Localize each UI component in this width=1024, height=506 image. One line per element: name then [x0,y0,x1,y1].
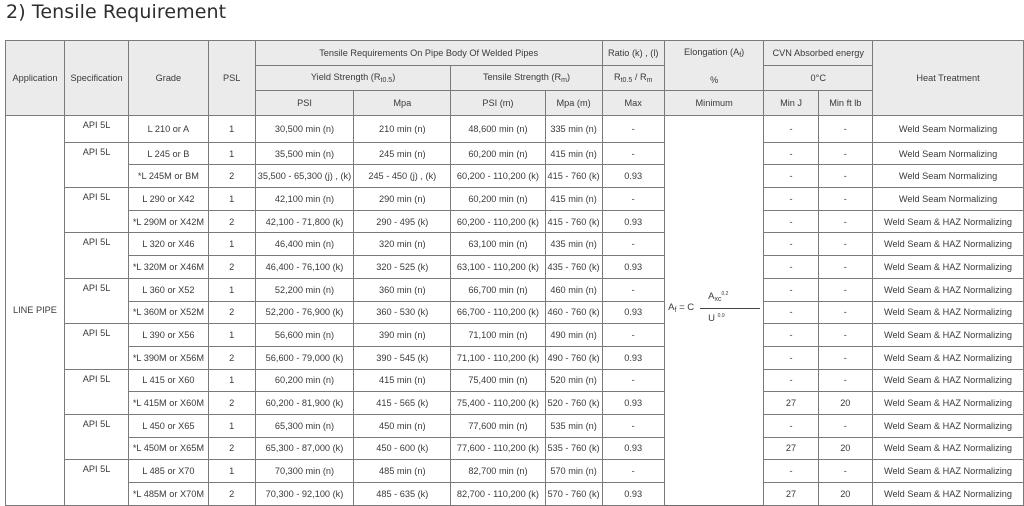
heat-treatment-cell: Weld Seam & HAZ Normalizing [873,324,1024,347]
ratio-cell: 0.93 [602,165,664,188]
tensile-psi-cell: 60,200 min (n) [451,188,545,211]
header-min-ftlb: Min ft lb [818,91,872,116]
table-row [6,324,1024,347]
yield-psi-cell: 52,200 min (n) [255,278,353,301]
heat-treatment-cell: Weld Seam & HAZ Normalizing [873,346,1024,369]
yield-mpa-cell: 485 min (n) [354,460,451,483]
cvn-min-ftlb-cell: - [818,256,872,279]
tensile-psi-cell: 63,100 min (n) [451,233,545,256]
tensile-mpa-cell: 435 - 760 (k) [545,256,602,279]
tensile-mpa-cell: 490 - 760 (k) [545,346,602,369]
ratio-cell: - [602,414,664,437]
yield-psi-cell: 42,100 min (n) [255,188,353,211]
grade-cell: *L 390M or X56M [129,346,209,369]
tensile-psi-cell: 82,700 - 110,200 (k) [451,483,545,506]
yield-mpa-cell: 450 - 600 (k) [354,437,451,460]
table-row [6,278,1024,301]
cvn-min-ftlb-cell: - [818,142,872,165]
grade-cell: *L 360M or X52M [129,301,209,324]
cvn-min-ftlb-cell: - [818,460,872,483]
yield-mpa-cell: 360 min (n) [354,278,451,301]
tensile-mpa-cell: 415 - 760 (k) [545,165,602,188]
table-row [6,301,1024,324]
cvn-min-j-cell: - [764,142,818,165]
ratio-cell: 0.93 [602,256,664,279]
heat-treatment-cell: Weld Seam & HAZ Normalizing [873,483,1024,506]
cvn-min-ftlb-cell: - [818,301,872,324]
heat-treatment-cell: Weld Seam & HAZ Normalizing [873,256,1024,279]
grade-cell: L 210 or A [129,116,209,143]
header-elongation-min: Minimum [664,91,764,116]
yield-mpa-cell: 415 - 565 (k) [354,392,451,415]
ratio-cell: - [602,369,664,392]
grade-cell: L 320 or X46 [129,233,209,256]
ratio-cell: - [602,278,664,301]
elongation-formula: $A_f = C$ $A_{xc}^{0.2}$ U $^{0.9}$ [668,289,760,329]
yield-mpa-cell: 210 min (n) [354,116,451,143]
tensile-psi-cell: 71,100 - 110,200 (k) [451,346,545,369]
tensile-mpa-cell: 460 - 760 (k) [545,301,602,324]
heat-treatment-cell: Weld Seam Normalizing [873,188,1024,211]
yield-mpa-cell: 390 - 545 (k) [354,346,451,369]
table-row [6,483,1024,506]
grade-cell: *L 320M or X46M [129,256,209,279]
yield-psi-cell: 52,200 - 76,900 (k) [255,301,353,324]
psl-cell: 1 [208,116,255,143]
cvn-min-ftlb-cell: - [818,346,872,369]
yield-psi-cell: 56,600 min (n) [255,324,353,347]
ratio-cell: - [602,460,664,483]
cvn-min-ftlb-cell: - [818,210,872,233]
ratio-cell: - [602,142,664,165]
yield-psi-cell: 65,300 - 87,000 (k) [255,437,353,460]
cvn-min-ftlb-cell: - [818,324,872,347]
header-elongation: Elongation $(A_f)$ % [664,41,764,91]
tensile-psi-cell: 75,400 - 110,200 (k) [451,392,545,415]
table-row [6,165,1024,188]
cvn-min-j-cell: 27 [764,483,818,506]
heat-treatment-cell: Weld Seam Normalizing [873,142,1024,165]
cvn-min-j-cell: - [764,233,818,256]
yield-mpa-cell: 450 min (n) [354,414,451,437]
psl-cell: 1 [208,233,255,256]
table-row [6,414,1024,437]
yield-mpa-cell: 245 min (n) [354,142,451,165]
cvn-min-ftlb-cell: 20 [818,483,872,506]
yield-psi-cell: 65,300 min (n) [255,414,353,437]
tensile-mpa-cell: 415 min (n) [545,188,602,211]
cvn-min-ftlb-cell: - [818,278,872,301]
table-row [6,437,1024,460]
specification-cell: API 5L [64,142,128,187]
cvn-min-j-cell: - [764,278,818,301]
elongation-formula-cell [664,116,764,506]
yield-psi-cell: 70,300 min (n) [255,460,353,483]
tensile-psi-cell: 66,700 - 110,200 (k) [451,301,545,324]
specification-cell: API 5L [64,324,128,369]
header-min-j: Min J [764,91,818,116]
tensile-mpa-cell: 570 - 760 (k) [545,483,602,506]
ratio-cell: - [602,233,664,256]
yield-psi-cell: 35,500 - 65,300 (j) , (k) [255,165,353,188]
tensile-mpa-cell: 415 min (n) [545,142,602,165]
tensile-psi-cell: 60,200 min (n) [451,142,545,165]
header-yield-strength: Yield Strength $(R_{t0.5})$ [255,66,451,91]
cvn-min-j-cell: - [764,210,818,233]
yield-psi-cell: 60,200 min (n) [255,369,353,392]
cvn-min-ftlb-cell: - [818,414,872,437]
grade-cell: *L 485M or X70M [129,483,209,506]
heat-treatment-cell: Weld Seam Normalizing [873,116,1024,143]
cvn-min-ftlb-cell: - [818,369,872,392]
yield-mpa-cell: 320 min (n) [354,233,451,256]
tensile-mpa-cell: 460 min (n) [545,278,602,301]
tensile-psi-cell: 63,100 - 110,200 (k) [451,256,545,279]
header-application: Application [6,41,65,116]
header-heat-treatment: Heat Treatment [873,41,1024,116]
ratio-cell: 0.93 [602,437,664,460]
specification-cell: API 5L [64,188,128,233]
header-ratio-max: Max [602,91,664,116]
psl-cell: 1 [208,278,255,301]
cvn-min-j-cell: - [764,324,818,347]
heat-treatment-cell: Weld Seam & HAZ Normalizing [873,414,1024,437]
heat-treatment-cell: Weld Seam & HAZ Normalizing [873,460,1024,483]
heat-treatment-cell: Weld Seam & HAZ Normalizing [873,369,1024,392]
specification-cell: API 5L [64,233,128,278]
ratio-cell: 0.93 [602,301,664,324]
cvn-min-j-cell: - [764,369,818,392]
cvn-min-ftlb-cell: - [818,188,872,211]
specification-cell: API 5L [64,369,128,414]
cvn-min-j-cell: - [764,116,818,143]
tensile-mpa-cell: 490 min (n) [545,324,602,347]
yield-psi-cell: 46,400 - 76,100 (k) [255,256,353,279]
psl-cell: 2 [208,165,255,188]
table-row [6,188,1024,211]
ratio-cell: 0.93 [602,392,664,415]
table-row [6,256,1024,279]
grade-cell: L 485 or X70 [129,460,209,483]
cvn-min-ftlb-cell: 20 [818,437,872,460]
psl-cell: 1 [208,188,255,211]
specification-cell: API 5L [64,460,128,505]
cvn-min-j-cell: - [764,460,818,483]
table-row [6,460,1024,483]
heat-treatment-cell: Weld Seam & HAZ Normalizing [873,392,1024,415]
psl-cell: 2 [208,437,255,460]
yield-mpa-cell: 290 - 495 (k) [354,210,451,233]
tensile-psi-cell: 66,700 min (n) [451,278,545,301]
heat-treatment-cell: Weld Seam & HAZ Normalizing [873,233,1024,256]
specification-cell: API 5L [64,414,128,459]
psl-cell: 2 [208,210,255,233]
ratio-cell: - [602,116,664,143]
cvn-min-ftlb-cell: 20 [818,392,872,415]
yield-psi-cell: 46,400 min (n) [255,233,353,256]
grade-cell: L 415 or X60 [129,369,209,392]
psl-cell: 2 [208,392,255,415]
psl-cell: 2 [208,346,255,369]
cvn-min-ftlb-cell: - [818,116,872,143]
section-title: 2) Tensile Requirement [6,1,227,23]
grade-cell: L 360 or X52 [129,278,209,301]
psl-cell: 1 [208,414,255,437]
header-specification: Specification [64,41,128,116]
table-row [6,142,1024,165]
psl-cell: 1 [208,460,255,483]
ratio-cell: - [602,188,664,211]
header-tensile-strength: Tensile Strength $(R_m)$ [451,66,602,91]
tensile-mpa-cell: 335 min (n) [545,116,602,143]
yield-psi-cell: 60,200 - 81,900 (k) [255,392,353,415]
yield-mpa-cell: 245 - 450 (j) , (k) [354,165,451,188]
tensile-requirement-table [5,40,1024,506]
yield-psi-cell: 35,500 min (n) [255,142,353,165]
cvn-min-j-cell: - [764,301,818,324]
psl-cell: 2 [208,483,255,506]
heat-treatment-cell: Weld Seam Normalizing [873,165,1024,188]
grade-cell: L 245 or B [129,142,209,165]
yield-mpa-cell: 290 min (n) [354,188,451,211]
yield-mpa-cell: 485 - 635 (k) [354,483,451,506]
heat-treatment-cell: Weld Seam & HAZ Normalizing [873,210,1024,233]
tensile-mpa-cell: 535 min (n) [545,414,602,437]
cvn-min-j-cell: 27 [764,392,818,415]
specification-cell: API 5L [64,278,128,323]
header-psi-m: PSI (m) [451,91,545,116]
yield-mpa-cell: 360 - 530 (k) [354,301,451,324]
grade-cell: *L 245M or BM [129,165,209,188]
specification-cell: API 5L [64,116,128,143]
ratio-cell: 0.93 [602,483,664,506]
ratio-cell: 0.93 [602,346,664,369]
cvn-min-j-cell: - [764,256,818,279]
header-ratio: Ratio (k) , (l) [602,41,664,66]
cvn-min-j-cell: - [764,188,818,211]
psl-cell: 2 [208,301,255,324]
cvn-min-j-cell: - [764,414,818,437]
cvn-min-ftlb-cell: - [818,165,872,188]
header-mpa: Mpa [354,91,451,116]
tensile-psi-cell: 60,200 - 110,200 (k) [451,210,545,233]
header-cvn-temp: 0°C [764,66,873,91]
ratio-cell: 0.93 [602,210,664,233]
fraction-bar [700,308,760,309]
grade-cell: L 290 or X42 [129,188,209,211]
grade-cell: L 450 or X65 [129,414,209,437]
grade-cell: *L 415M or X60M [129,392,209,415]
tensile-psi-cell: 82,700 min (n) [451,460,545,483]
tensile-psi-cell: 77,600 - 110,200 (k) [451,437,545,460]
psl-cell: 1 [208,369,255,392]
table-row [6,392,1024,415]
tensile-mpa-cell: 535 - 760 (k) [545,437,602,460]
heat-treatment-cell: Weld Seam & HAZ Normalizing [873,278,1024,301]
header-mpa-m: Mpa (m) [545,91,602,116]
heat-treatment-cell: Weld Seam & HAZ Normalizing [873,301,1024,324]
psl-cell: 1 [208,324,255,347]
yield-mpa-cell: 415 min (n) [354,369,451,392]
yield-psi-cell: 56,600 - 79,000 (k) [255,346,353,369]
cvn-min-ftlb-cell: - [818,233,872,256]
psl-cell: 1 [208,142,255,165]
header-tensile-group: Tensile Requirements On Pipe Body Of Welded Pipes [255,41,602,66]
grade-cell: *L 290M or X42M [129,210,209,233]
tensile-mpa-cell: 415 - 760 (k) [545,210,602,233]
tensile-mpa-cell: 435 min (n) [545,233,602,256]
tensile-mpa-cell: 520 - 760 (k) [545,392,602,415]
header-cvn: CVN Absorbed energy [764,41,873,66]
yield-psi-cell: 30,500 min (n) [255,116,353,143]
table-row [6,210,1024,233]
ratio-cell: - [602,324,664,347]
cvn-min-j-cell: 27 [764,437,818,460]
yield-psi-cell: 42,100 - 71,800 (k) [255,210,353,233]
yield-mpa-cell: 390 min (n) [354,324,451,347]
tensile-mpa-cell: 570 min (n) [545,460,602,483]
application-cell: LINE PIPE [6,116,65,506]
tensile-psi-cell: 48,600 min (n) [451,116,545,143]
tensile-psi-cell: 77,600 min (n) [451,414,545,437]
cvn-min-j-cell: - [764,346,818,369]
table-row [6,233,1024,256]
header-grade: Grade [129,41,209,116]
header-psl: PSL [208,41,255,116]
cvn-min-j-cell: - [764,165,818,188]
table-row [6,369,1024,392]
psl-cell: 2 [208,256,255,279]
table-row [6,116,1024,143]
yield-mpa-cell: 320 - 525 (k) [354,256,451,279]
tensile-mpa-cell: 520 min (n) [545,369,602,392]
header-psi: PSI [255,91,353,116]
table-row [6,346,1024,369]
yield-psi-cell: 70,300 - 92,100 (k) [255,483,353,506]
grade-cell: L 390 or X56 [129,324,209,347]
tensile-psi-cell: 60,200 - 110,200 (k) [451,165,545,188]
header-ratio-formula: $R_{t0.5} / R_m$ [602,66,664,91]
tensile-psi-cell: 71,100 min (n) [451,324,545,347]
grade-cell: *L 450M or X65M [129,437,209,460]
heat-treatment-cell: Weld Seam & HAZ Normalizing [873,437,1024,460]
tensile-psi-cell: 75,400 min (n) [451,369,545,392]
